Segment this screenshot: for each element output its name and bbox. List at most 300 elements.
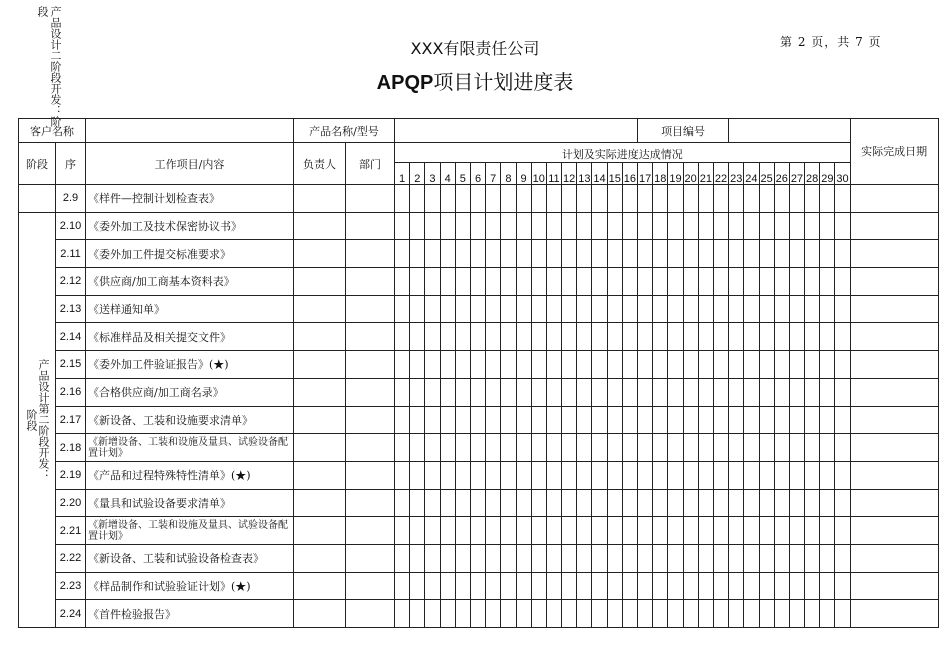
progress-cell[interactable] [546,406,561,434]
progress-cell[interactable] [713,517,728,545]
progress-cell[interactable] [470,323,485,351]
progress-cell[interactable] [622,378,637,406]
progress-cell[interactable] [562,544,577,572]
progress-cell[interactable] [789,517,804,545]
progress-cell[interactable] [805,517,820,545]
progress-cell[interactable] [546,378,561,406]
progress-cell[interactable] [455,517,470,545]
progress-cell[interactable] [592,517,607,545]
progress-cell[interactable] [698,517,713,545]
progress-cell[interactable] [531,434,546,462]
owner-cell[interactable] [294,434,346,462]
progress-cell[interactable] [516,572,531,600]
progress-cell[interactable] [531,268,546,296]
progress-cell[interactable] [486,489,501,517]
progress-cell[interactable] [820,600,835,628]
progress-cell[interactable] [501,295,516,323]
progress-cell[interactable] [713,434,728,462]
progress-cell[interactable] [562,268,577,296]
actual-completion-cell[interactable] [850,461,938,489]
progress-cell[interactable] [562,406,577,434]
progress-cell[interactable] [744,351,759,379]
progress-cell[interactable] [455,489,470,517]
progress-cell[interactable] [425,212,440,240]
progress-cell[interactable] [486,517,501,545]
progress-cell[interactable] [653,544,668,572]
progress-cell[interactable] [440,600,455,628]
progress-cell[interactable] [774,295,789,323]
progress-cell[interactable] [683,434,698,462]
progress-cell[interactable] [774,323,789,351]
progress-cell[interactable] [486,572,501,600]
progress-cell[interactable] [516,461,531,489]
progress-cell[interactable] [653,268,668,296]
progress-cell[interactable] [698,489,713,517]
progress-cell[interactable] [410,461,425,489]
progress-cell[interactable] [653,212,668,240]
progress-cell[interactable] [820,268,835,296]
progress-cell[interactable] [759,406,774,434]
owner-cell[interactable] [294,489,346,517]
progress-cell[interactable] [516,240,531,268]
owner-cell[interactable] [294,572,346,600]
progress-cell[interactable] [455,240,470,268]
owner-cell[interactable] [294,351,346,379]
progress-cell[interactable] [531,185,546,213]
progress-cell[interactable] [683,323,698,351]
progress-cell[interactable] [607,240,622,268]
progress-cell[interactable] [805,268,820,296]
progress-cell[interactable] [668,572,683,600]
progress-cell[interactable] [744,461,759,489]
progress-cell[interactable] [470,461,485,489]
progress-cell[interactable] [622,323,637,351]
actual-completion-cell[interactable] [850,212,938,240]
progress-cell[interactable] [789,323,804,351]
progress-cell[interactable] [820,434,835,462]
progress-cell[interactable] [729,434,744,462]
progress-cell[interactable] [592,406,607,434]
actual-completion-cell[interactable] [850,378,938,406]
progress-cell[interactable] [744,295,759,323]
progress-cell[interactable] [440,461,455,489]
dept-cell[interactable] [346,212,395,240]
progress-cell[interactable] [592,185,607,213]
progress-cell[interactable] [425,517,440,545]
progress-cell[interactable] [470,240,485,268]
progress-cell[interactable] [440,434,455,462]
progress-cell[interactable] [562,185,577,213]
progress-cell[interactable] [729,517,744,545]
progress-cell[interactable] [698,434,713,462]
progress-cell[interactable] [744,544,759,572]
progress-cell[interactable] [744,185,759,213]
progress-cell[interactable] [455,295,470,323]
progress-cell[interactable] [562,351,577,379]
progress-cell[interactable] [638,268,653,296]
progress-cell[interactable] [638,323,653,351]
progress-cell[interactable] [638,212,653,240]
progress-cell[interactable] [713,212,728,240]
progress-cell[interactable] [470,351,485,379]
progress-cell[interactable] [729,351,744,379]
progress-cell[interactable] [774,212,789,240]
progress-cell[interactable] [698,295,713,323]
progress-cell[interactable] [622,268,637,296]
progress-cell[interactable] [531,517,546,545]
progress-cell[interactable] [668,268,683,296]
progress-cell[interactable] [501,406,516,434]
progress-cell[interactable] [744,212,759,240]
progress-cell[interactable] [744,572,759,600]
progress-cell[interactable] [744,378,759,406]
actual-completion-cell[interactable] [850,406,938,434]
progress-cell[interactable] [516,185,531,213]
progress-cell[interactable] [622,544,637,572]
progress-cell[interactable] [759,240,774,268]
progress-cell[interactable] [486,461,501,489]
progress-cell[interactable] [729,600,744,628]
progress-cell[interactable] [395,268,410,296]
progress-cell[interactable] [820,406,835,434]
progress-cell[interactable] [638,434,653,462]
owner-cell[interactable] [294,240,346,268]
progress-cell[interactable] [729,268,744,296]
progress-cell[interactable] [805,434,820,462]
owner-cell[interactable] [294,461,346,489]
progress-cell[interactable] [759,572,774,600]
progress-cell[interactable] [805,323,820,351]
progress-cell[interactable] [744,406,759,434]
progress-cell[interactable] [698,212,713,240]
progress-cell[interactable] [546,600,561,628]
actual-completion-cell[interactable] [850,517,938,545]
actual-completion-cell[interactable] [850,351,938,379]
progress-cell[interactable] [805,406,820,434]
progress-cell[interactable] [835,517,850,545]
progress-cell[interactable] [607,323,622,351]
progress-cell[interactable] [486,351,501,379]
progress-cell[interactable] [395,240,410,268]
progress-cell[interactable] [470,406,485,434]
progress-cell[interactable] [668,212,683,240]
progress-cell[interactable] [805,600,820,628]
progress-cell[interactable] [698,572,713,600]
progress-cell[interactable] [501,461,516,489]
progress-cell[interactable] [607,572,622,600]
progress-cell[interactable] [577,378,592,406]
progress-cell[interactable] [622,240,637,268]
progress-cell[interactable] [668,517,683,545]
progress-cell[interactable] [546,572,561,600]
progress-cell[interactable] [820,240,835,268]
progress-cell[interactable] [592,351,607,379]
progress-cell[interactable] [622,517,637,545]
progress-cell[interactable] [683,517,698,545]
progress-cell[interactable] [410,434,425,462]
project-no-value[interactable] [729,119,851,143]
progress-cell[interactable] [698,544,713,572]
progress-cell[interactable] [531,461,546,489]
progress-cell[interactable] [440,212,455,240]
progress-cell[interactable] [607,544,622,572]
progress-cell[interactable] [577,185,592,213]
progress-cell[interactable] [713,323,728,351]
progress-cell[interactable] [759,461,774,489]
progress-cell[interactable] [789,434,804,462]
progress-cell[interactable] [774,461,789,489]
progress-cell[interactable] [774,600,789,628]
progress-cell[interactable] [653,406,668,434]
progress-cell[interactable] [774,489,789,517]
progress-cell[interactable] [759,185,774,213]
progress-cell[interactable] [638,378,653,406]
progress-cell[interactable] [577,351,592,379]
progress-cell[interactable] [440,489,455,517]
progress-cell[interactable] [440,351,455,379]
progress-cell[interactable] [683,351,698,379]
progress-cell[interactable] [820,185,835,213]
progress-cell[interactable] [638,600,653,628]
progress-cell[interactable] [486,212,501,240]
progress-cell[interactable] [729,295,744,323]
progress-cell[interactable] [470,212,485,240]
dept-cell[interactable] [346,378,395,406]
progress-cell[interactable] [774,240,789,268]
owner-cell[interactable] [294,406,346,434]
progress-cell[interactable] [653,185,668,213]
progress-cell[interactable] [546,268,561,296]
progress-cell[interactable] [744,323,759,351]
progress-cell[interactable] [501,240,516,268]
progress-cell[interactable] [607,212,622,240]
progress-cell[interactable] [516,323,531,351]
progress-cell[interactable] [683,185,698,213]
progress-cell[interactable] [789,268,804,296]
progress-cell[interactable] [531,240,546,268]
owner-cell[interactable] [294,295,346,323]
progress-cell[interactable] [622,185,637,213]
progress-cell[interactable] [592,212,607,240]
progress-cell[interactable] [713,544,728,572]
progress-cell[interactable] [653,517,668,545]
progress-cell[interactable] [531,212,546,240]
progress-cell[interactable] [622,434,637,462]
progress-cell[interactable] [425,572,440,600]
progress-cell[interactable] [395,378,410,406]
progress-cell[interactable] [425,323,440,351]
progress-cell[interactable] [562,240,577,268]
progress-cell[interactable] [698,240,713,268]
progress-cell[interactable] [516,517,531,545]
progress-cell[interactable] [531,489,546,517]
progress-cell[interactable] [592,378,607,406]
progress-cell[interactable] [683,600,698,628]
progress-cell[interactable] [577,240,592,268]
progress-cell[interactable] [455,572,470,600]
progress-cell[interactable] [805,544,820,572]
progress-cell[interactable] [759,517,774,545]
actual-completion-cell[interactable] [850,323,938,351]
progress-cell[interactable] [835,240,850,268]
progress-cell[interactable] [577,295,592,323]
progress-cell[interactable] [668,434,683,462]
progress-cell[interactable] [546,461,561,489]
progress-cell[interactable] [683,212,698,240]
progress-cell[interactable] [562,517,577,545]
progress-cell[interactable] [622,212,637,240]
progress-cell[interactable] [562,461,577,489]
progress-cell[interactable] [835,489,850,517]
progress-cell[interactable] [562,323,577,351]
progress-cell[interactable] [622,461,637,489]
progress-cell[interactable] [516,600,531,628]
progress-cell[interactable] [546,351,561,379]
progress-cell[interactable] [546,185,561,213]
progress-cell[interactable] [789,544,804,572]
owner-cell[interactable] [294,268,346,296]
progress-cell[interactable] [486,240,501,268]
progress-cell[interactable] [820,295,835,323]
progress-cell[interactable] [668,461,683,489]
progress-cell[interactable] [546,323,561,351]
progress-cell[interactable] [805,351,820,379]
progress-cell[interactable] [531,295,546,323]
progress-cell[interactable] [501,544,516,572]
progress-cell[interactable] [805,572,820,600]
actual-completion-cell[interactable] [850,240,938,268]
progress-cell[interactable] [789,351,804,379]
progress-cell[interactable] [395,600,410,628]
customer-value[interactable] [86,119,294,143]
progress-cell[interactable] [622,351,637,379]
progress-cell[interactable] [440,406,455,434]
progress-cell[interactable] [713,406,728,434]
progress-cell[interactable] [789,406,804,434]
progress-cell[interactable] [607,185,622,213]
progress-cell[interactable] [470,600,485,628]
progress-cell[interactable] [607,406,622,434]
progress-cell[interactable] [425,406,440,434]
progress-cell[interactable] [395,434,410,462]
progress-cell[interactable] [470,295,485,323]
progress-cell[interactable] [486,185,501,213]
progress-cell[interactable] [486,600,501,628]
progress-cell[interactable] [820,489,835,517]
progress-cell[interactable] [531,600,546,628]
progress-cell[interactable] [653,489,668,517]
dept-cell[interactable] [346,489,395,517]
progress-cell[interactable] [455,212,470,240]
progress-cell[interactable] [653,572,668,600]
progress-cell[interactable] [820,544,835,572]
progress-cell[interactable] [440,378,455,406]
progress-cell[interactable] [668,600,683,628]
progress-cell[interactable] [470,489,485,517]
progress-cell[interactable] [607,489,622,517]
dept-cell[interactable] [346,517,395,545]
progress-cell[interactable] [592,268,607,296]
progress-cell[interactable] [455,461,470,489]
dept-cell[interactable] [346,240,395,268]
progress-cell[interactable] [774,185,789,213]
progress-cell[interactable] [425,240,440,268]
progress-cell[interactable] [516,295,531,323]
actual-completion-cell[interactable] [850,185,938,213]
progress-cell[interactable] [516,406,531,434]
progress-cell[interactable] [486,268,501,296]
progress-cell[interactable] [835,323,850,351]
progress-cell[interactable] [698,406,713,434]
progress-cell[interactable] [562,295,577,323]
progress-cell[interactable] [546,489,561,517]
progress-cell[interactable] [501,351,516,379]
progress-cell[interactable] [744,600,759,628]
progress-cell[interactable] [577,572,592,600]
progress-cell[interactable] [470,572,485,600]
progress-cell[interactable] [835,185,850,213]
progress-cell[interactable] [410,268,425,296]
progress-cell[interactable] [395,351,410,379]
progress-cell[interactable] [805,489,820,517]
progress-cell[interactable] [546,295,561,323]
progress-cell[interactable] [562,489,577,517]
progress-cell[interactable] [516,351,531,379]
dept-cell[interactable] [346,406,395,434]
progress-cell[interactable] [638,517,653,545]
progress-cell[interactable] [470,268,485,296]
dept-cell[interactable] [346,185,395,213]
progress-cell[interactable] [653,434,668,462]
progress-cell[interactable] [729,489,744,517]
progress-cell[interactable] [455,544,470,572]
progress-cell[interactable] [470,544,485,572]
progress-cell[interactable] [820,461,835,489]
progress-cell[interactable] [501,572,516,600]
progress-cell[interactable] [410,351,425,379]
progress-cell[interactable] [789,378,804,406]
progress-cell[interactable] [638,544,653,572]
progress-cell[interactable] [805,185,820,213]
progress-cell[interactable] [531,572,546,600]
progress-cell[interactable] [410,489,425,517]
progress-cell[interactable] [744,240,759,268]
progress-cell[interactable] [592,544,607,572]
progress-cell[interactable] [638,295,653,323]
progress-cell[interactable] [562,378,577,406]
progress-cell[interactable] [607,600,622,628]
progress-cell[interactable] [501,212,516,240]
owner-cell[interactable] [294,600,346,628]
progress-cell[interactable] [546,434,561,462]
progress-cell[interactable] [516,434,531,462]
progress-cell[interactable] [713,378,728,406]
progress-cell[interactable] [440,572,455,600]
progress-cell[interactable] [668,240,683,268]
progress-cell[interactable] [501,268,516,296]
progress-cell[interactable] [516,489,531,517]
owner-cell[interactable] [294,517,346,545]
progress-cell[interactable] [805,212,820,240]
progress-cell[interactable] [395,489,410,517]
progress-cell[interactable] [577,268,592,296]
progress-cell[interactable] [774,434,789,462]
progress-cell[interactable] [531,406,546,434]
owner-cell[interactable] [294,544,346,572]
progress-cell[interactable] [729,240,744,268]
progress-cell[interactable] [683,544,698,572]
progress-cell[interactable] [455,434,470,462]
